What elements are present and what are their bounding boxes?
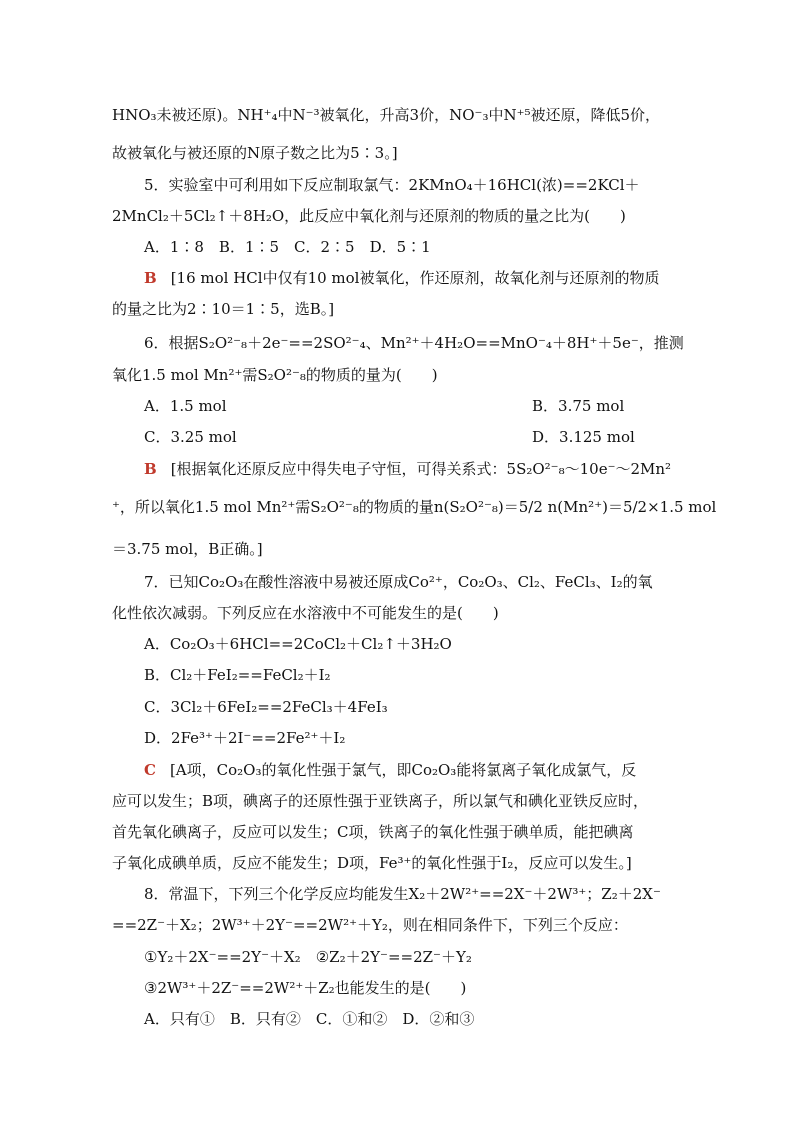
question-8-stem: 8．常温下，下列三个化学反应均能发生X₂＋2W²⁺==2X⁻＋2W³⁺；Z₂＋2X⁻ [144,885,661,903]
text-line: HNO₃未被还原)。NH⁺₄中N⁻³被氧化，升高3价，NO⁻₃中N⁺⁵被还原，降低5价， [112,106,661,124]
question-7-option-b: B．Cl₂＋FeI₂==FeCl₂＋I₂ [144,666,331,684]
question-6-explanation: ＝3.75 mol，B正确。] [112,540,263,558]
explanation-text: [根据氧化还原反应中得失电子守恒，可得关系式：5S₂O²⁻₈～10e⁻～2Mn² [170,460,672,478]
question-7-option-c: C．3Cl₂＋6FeI₂==2FeCl₃＋4FeI₃ [144,698,388,716]
question-5-explanation: 的量之比为2∶10＝1∶5，选B。] [112,300,335,318]
question-5-options: A．1∶8 B．1∶5 C．2∶5 D．5∶1 [144,238,431,256]
question-6-options [144,395,714,417]
explanation-text: [A项，Co₂O₃的氧化性强于氯气，即Co₂O₃能将氯离子氧化成氯气，反 [169,761,637,779]
question-6-explanation [144,458,714,480]
question-7-option-d: D．2Fe³⁺＋2I⁻==2Fe²⁺＋I₂ [144,729,346,747]
explanation-text: [16 mol HCl中仅有10 mol被氧化，作还原剂，故氧化剂与还原剂的物质 [170,269,660,287]
text-line: 故被氧化与被还原的N原子数之比为5∶3。] [112,144,398,162]
answer-letter: B [144,269,157,287]
answer-letter: C [144,761,156,779]
question-7-stem: 7．已知Co₂O₃在酸性溶液中易被还原成Co²⁺，Co₂O₃、Cl₂、FeCl₃、I₂的氧 [144,573,653,591]
question-7-explanation: 子氧化成碘单质，反应不能发生；D项，Fe³⁺的氧化性强于I₂，反应可以发生。] [112,854,632,872]
question-8-options: A．只有① B．只有② C．①和② D．②和③ [144,1010,475,1028]
answer-letter: B [144,460,157,478]
question-7-stem: 化性依次减弱。下列反应在水溶液中不可能发生的是( ) [112,604,499,622]
question-8-stem: ==2Z⁻＋X₂；2W³⁺＋2Y⁻==2W²⁺＋Y₂，则在相同条件下，下列三个反应： [112,916,628,934]
question-5-stem: 2MnCl₂＋5Cl₂↑＋8H₂O，此反应中氧化剂与还原剂的物质的量之比为( ) [112,207,626,225]
option-c: C．3.25 mol [144,428,237,446]
question-7-explanation [144,759,714,781]
question-5-stem: 5．实验室中可利用如下反应制取氯气：2KMnO₄＋16HCl(浓)==2KCl＋ [144,176,640,194]
question-7-explanation: 应可以发生；B项，碘离子的还原性强于亚铁离子，所以氯气和碘化亚铁反应时， [112,792,649,810]
question-7-option-a: A．Co₂O₃＋6HCl==2CoCl₂＋Cl₂↑＋3H₂O [144,635,452,653]
option-b: B．3.75 mol [532,397,625,415]
question-6-explanation: ⁺，所以氧化1.5 mol Mn²⁺需S₂O²⁻₈的物质的量n(S₂O²⁻₈)＝5/2 n(Mn²⁺)＝5/2×1.5 mol [112,498,717,516]
question-6-stem: 6．根据S₂O²⁻₈＋2e⁻==2SO²⁻₄、Mn²⁺＋4H₂O==MnO⁻₄＋8H⁺＋5e⁻，推测 [144,334,684,352]
option-a: A．1.5 mol [144,397,227,415]
question-6-options [144,426,714,448]
question-6-stem: 氧化1.5 mol Mn²⁺需S₂O²⁻₈的物质的量为( ) [112,366,438,384]
question-7-explanation: 首先氧化碘离子，反应可以发生；C项，铁离子的氧化性强于碘单质，能把碘离 [112,823,634,841]
question-5-explanation [144,267,714,289]
question-8-reactions: ①Y₂＋2X⁻==2Y⁻＋X₂ ②Z₂＋2Y⁻==2Z⁻＋Y₂ [144,948,472,966]
question-8-reactions: ③2W³⁺＋2Z⁻==2W²⁺＋Z₂也能发生的是( ) [144,979,467,997]
option-d: D．3.125 mol [532,428,635,446]
